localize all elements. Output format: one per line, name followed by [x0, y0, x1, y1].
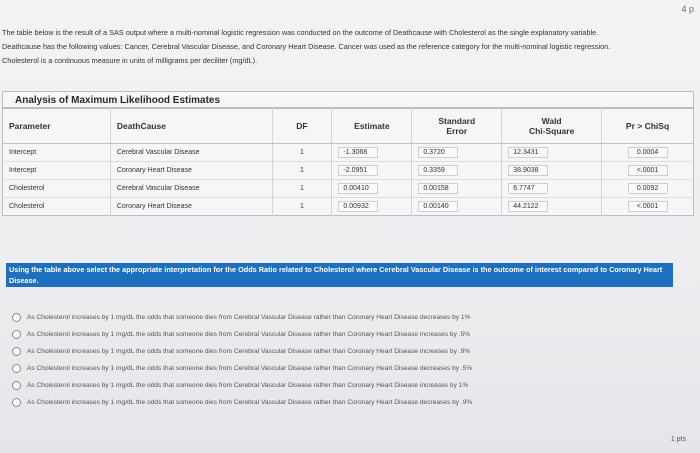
- radio-icon[interactable]: [12, 398, 21, 407]
- header-se-line2: Error: [446, 126, 468, 136]
- cell-p: [602, 198, 694, 216]
- cell-deathcause: Cerebral Vascular Disease: [110, 144, 272, 162]
- cell-parameter: Cholesterol: [3, 198, 111, 216]
- header-pr-chisq: [602, 109, 694, 144]
- cell-estimate: [332, 180, 412, 198]
- cell-estimate-value: 0.00932: [338, 201, 378, 212]
- cell-parameter: Intercept: [3, 162, 111, 180]
- table-header-row: [3, 109, 694, 144]
- cell-estimate-value: -2.0951: [338, 165, 378, 176]
- cell-estimate-value: 0.00410: [338, 183, 378, 194]
- cell-wald-value: 6.7747: [508, 183, 548, 194]
- cell-se-value: 0.3720: [418, 147, 458, 158]
- cell-parameter: Cholesterol: [3, 180, 111, 198]
- cell-df: 1: [272, 144, 332, 162]
- answer-option-text: As Cholesterol increases by 1 mg/dL the odds that someone dies from Cerebral Vascular Disease rather than Coronary Heart Disease decreases by 1%: [27, 314, 471, 321]
- cell-se-value: 0.00158: [418, 183, 458, 194]
- cell-wald: [502, 180, 602, 198]
- header-parameter-label: Parameter: [9, 121, 51, 131]
- cell-df: 1: [272, 198, 332, 216]
- cell-estimate: [332, 198, 412, 216]
- cell-se: [412, 198, 502, 216]
- cell-p: [602, 144, 694, 162]
- cell-p: [602, 180, 694, 198]
- header-deathcause: [110, 109, 272, 144]
- cell-p-value: 0.0092: [628, 183, 668, 194]
- answer-options: [12, 309, 612, 411]
- answer-option[interactable]: [12, 343, 612, 360]
- answer-option[interactable]: [12, 326, 612, 343]
- header-estimate-label: Estimate: [354, 121, 390, 131]
- cell-estimate: [332, 144, 412, 162]
- header-p-label: Pr > ChiSq: [625, 121, 670, 131]
- cell-deathcause: Coronary Heart Disease: [110, 198, 272, 216]
- header-wald-chi-square: [502, 109, 602, 144]
- question-number-label: 4 p: [681, 4, 694, 14]
- intro-line-2: Deathcause has the following values: Cancer, Cerebral Vascular Disease, and Coronary Heart Disease. Cancer was used as the reference category for the multi-nominal logistic regression.: [2, 42, 611, 51]
- intro-line-1: The table below is the result of a SAS output where a multi-nominal logistic regression was conducted on the outcome of Deathcause with Cholesterol as the single explanatory variable.: [2, 28, 599, 37]
- radio-icon[interactable]: [12, 364, 21, 373]
- header-deathcause-label: DeathCause: [116, 121, 166, 131]
- estimates-table: [2, 108, 694, 216]
- cell-df: 1: [272, 180, 332, 198]
- cell-deathcause: Coronary Heart Disease: [110, 162, 272, 180]
- cell-p-value: <.0001: [628, 201, 668, 212]
- header-se-line1: Standard: [438, 116, 476, 126]
- table-title: Analysis of Maximum Likelihood Estimates: [2, 91, 694, 108]
- cell-se: [412, 180, 502, 198]
- cell-wald-value: 38.9038: [508, 165, 548, 176]
- cell-se: [412, 162, 502, 180]
- answer-option-text: As Cholesterol increases by 1 mg/dL the odds that someone dies from Cerebral Vascular Disease rather than Coronary Heart Disease decreases by .5%: [27, 365, 473, 372]
- header-estimate: [332, 109, 412, 144]
- table-row: [3, 198, 694, 216]
- radio-icon[interactable]: [12, 313, 21, 322]
- answer-option-text: As Cholesterol increases by 1 mg/dL the odds that someone dies from Cerebral Vascular Disease rather than Coronary Heart Disease decreases by .9%: [27, 399, 473, 406]
- header-df: [272, 109, 332, 144]
- answer-option[interactable]: [12, 394, 612, 411]
- header-wald-line2: Chi-Square: [528, 126, 575, 136]
- table-row: [3, 144, 694, 162]
- header-df-label: DF: [296, 121, 308, 131]
- cell-estimate-value: -1.3068: [338, 147, 378, 158]
- question-prompt: Using the table above select the appropriate interpretation for the Odds Ratio related to Cholesterol where Cerebral Vascular Disease is the outcome of interest compared to Coronary Heart Disease.: [6, 263, 673, 287]
- header-parameter: [3, 109, 111, 144]
- cell-wald: [502, 144, 602, 162]
- radio-icon[interactable]: [12, 330, 21, 339]
- cell-p: [602, 162, 694, 180]
- cell-df: 1: [272, 162, 332, 180]
- points-label: 1 pts: [670, 436, 686, 443]
- answer-option[interactable]: [12, 309, 612, 326]
- cell-se-value: 0.00140: [418, 201, 458, 212]
- answer-option-text: As Cholesterol increases by 1 mg/dL the odds that someone dies from Cerebral Vascular Disease rather than Coronary Heart Disease increases by .5%: [27, 331, 471, 338]
- cell-se-value: 0.3359: [418, 165, 458, 176]
- cell-p-value: 0.0004: [628, 147, 668, 158]
- header-wald-line1: Wald: [541, 116, 562, 126]
- answer-option-text: As Cholesterol increases by 1 mg/dL the odds that someone dies from Cerebral Vascular Disease rather than Coronary Heart Disease increases by .9%: [27, 348, 471, 355]
- cell-deathcause: Cerebral Vascular Disease: [110, 180, 272, 198]
- table-row: [3, 162, 694, 180]
- answer-option[interactable]: [12, 377, 612, 394]
- intro-text: [2, 26, 692, 68]
- answer-option-text: As Cholesterol increases by 1 mg/dL the odds that someone dies from Cerebral Vascular Disease rather than Coronary Heart Disease increases by 1%: [27, 382, 469, 389]
- cell-p-value: <.0001: [628, 165, 668, 176]
- intro-line-3: Cholesterol is a continuous measure in units of milligrams per deciliter (mg/dL).: [2, 56, 258, 65]
- table-row: [3, 180, 694, 198]
- answer-option[interactable]: [12, 360, 612, 377]
- cell-parameter: Intercept: [3, 144, 111, 162]
- radio-icon[interactable]: [12, 347, 21, 356]
- cell-wald: [502, 162, 602, 180]
- cell-estimate: [332, 162, 412, 180]
- cell-se: [412, 144, 502, 162]
- cell-wald: [502, 198, 602, 216]
- radio-icon[interactable]: [12, 381, 21, 390]
- header-standard-error: [412, 109, 502, 144]
- cell-wald-value: 44.2122: [508, 201, 548, 212]
- cell-wald-value: 12.3431: [508, 147, 548, 158]
